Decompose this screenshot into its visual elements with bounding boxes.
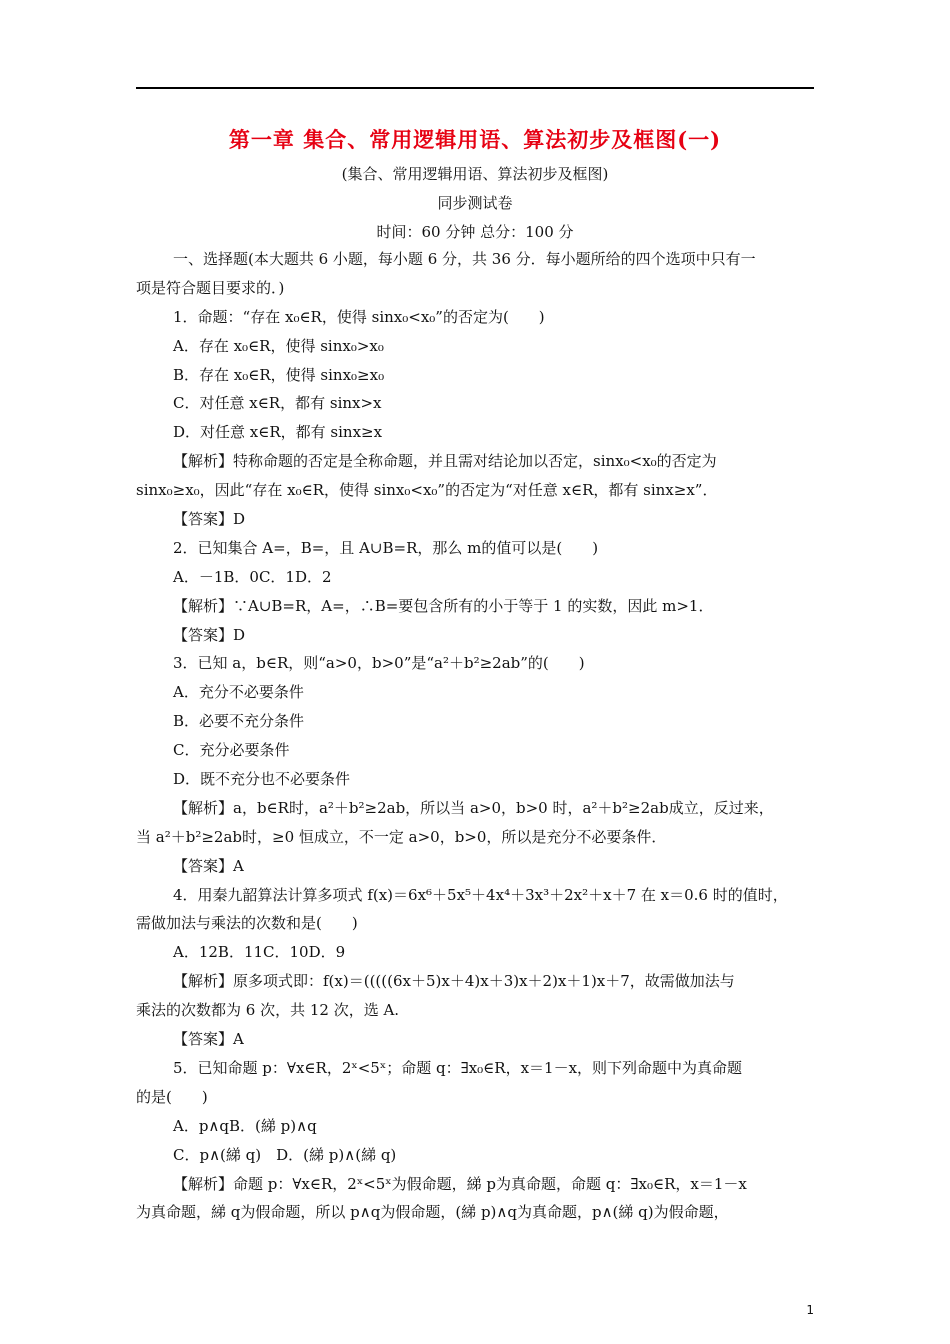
question-3: 3．已知 a，b∈R，则“a>0，b>0”是“a²＋b²≥2ab”的( ) [173,654,585,673]
question-1: 1．命题：“存在 x₀∈R，使得 sinx₀<x₀”的否定为( ) [173,307,545,326]
analysis-line: 当 a²＋b²≥2ab时，≥0 恒成立，不一定 a>0，b>0，所以是充分不必要条件． [136,827,667,846]
text-line: 项是符合题目要求的．) [136,278,285,297]
analysis-line: sinx₀≥x₀，因此“存在 x₀∈R，使得 sinx₀<x₀”的否定为“对任意 x∈R，都有 sinx≥x”． [136,481,718,500]
option-line: C．p∧(綈 q) D．(綈 p)∧(綈 q) [173,1145,397,1164]
content-body [136,245,816,1227]
analysis-line: 乘法的次数都为 6 次，共 12 次，选 A. [136,1001,400,1020]
option-line: A．存在 x₀∈R，使得 sinx₀>x₀ [173,336,384,355]
option-line: D．对任意 x∈R，都有 sinx≥x [173,423,383,442]
option-line: B．必要不充分条件 [173,712,305,731]
section-heading: 一、选择题(本大题共 6 小题，每小题 6 分，共 36 分．每小题所给的四个选项中只有一 [173,250,756,268]
subtitle: (集合、常用逻辑用语、算法初步及框图) [341,165,609,183]
analysis-line: 【解析】a，b∈R时，a²＋b²≥2ab，所以当 a>0，b>0 时，a²＋b²≥2ab成立，反过来， [173,798,774,817]
option-line: C．对任意 x∈R，都有 sinx>x [173,394,382,413]
time-score: 时间：60 分钟 总分：100 分 [376,223,574,241]
option-line: A．－1B．0C．1D．2 [173,567,332,586]
answer-line: 【答案】A [173,856,244,875]
option-line: B．存在 x₀∈R，使得 sinx₀≥x₀ [173,365,385,384]
page-number: 1 [806,1303,814,1317]
analysis-line: 为真命题，綈 q为假命题，所以 p∧q为假命题，(綈 p)∧q为真命题，p∧(綈 q)为假命题， [136,1203,729,1222]
analysis-line: 【解析】∵A∪B=R，A=，∴B=要包含所有的小于等于 1 的实数，因此 m>1． [173,596,714,615]
option-line: A．p∧qB．(綈 p)∧q [173,1116,317,1135]
option-line: D．既不充分也不必要条件 [173,770,351,789]
answer-line: 【答案】D [173,625,246,644]
option-line: A．充分不必要条件 [173,683,304,702]
answer-line: 【答案】A [173,1030,244,1049]
question-4: 4．用秦九韶算法计算多项式 f(x)＝6x⁶＋5x⁵＋4x⁴＋3x³＋2x²＋x＋7 在 x＝0.6 时的值时， [173,885,788,904]
option-line: C．充分必要条件 [173,741,290,760]
analysis-line: 【解析】原多项式即：f(x)＝(((((6x＋5)x＋4)x＋3)x＋2)x＋1)x＋7，故需做加法与 [173,972,735,991]
header-rule [136,87,814,89]
question-5: 5．已知命题 p：∀x∈R，2ˣ<5ˣ；命题 q：∃x₀∈R，x＝1－x，则下列命题中为真命题 [173,1058,743,1077]
question-2: 2．已知集合 A=，B=，且 A∪B=R，那么 m的值可以是( ) [173,538,599,557]
answer-line: 【答案】D [173,510,246,529]
analysis-line: 【解析】命题 p：∀x∈R，2ˣ<5ˣ为假命题，綈 p为真命题，命题 q：∃x₀∈R，x＝1－x [173,1174,747,1193]
page-title: 第一章 集合、常用逻辑用语、算法初步及框图(一) [228,127,722,152]
text-line: 需做加法与乘法的次数和是( ) [136,914,358,933]
option-line: A．12B．11C．10D．9 [173,943,346,962]
analysis-line: 【解析】特称命题的否定是全称命题，并且需对结论加以否定，sinx₀<x₀的否定为 [173,452,717,471]
text-line: 的是( ) [136,1087,208,1106]
test-name: 同步测试卷 [437,194,513,212]
